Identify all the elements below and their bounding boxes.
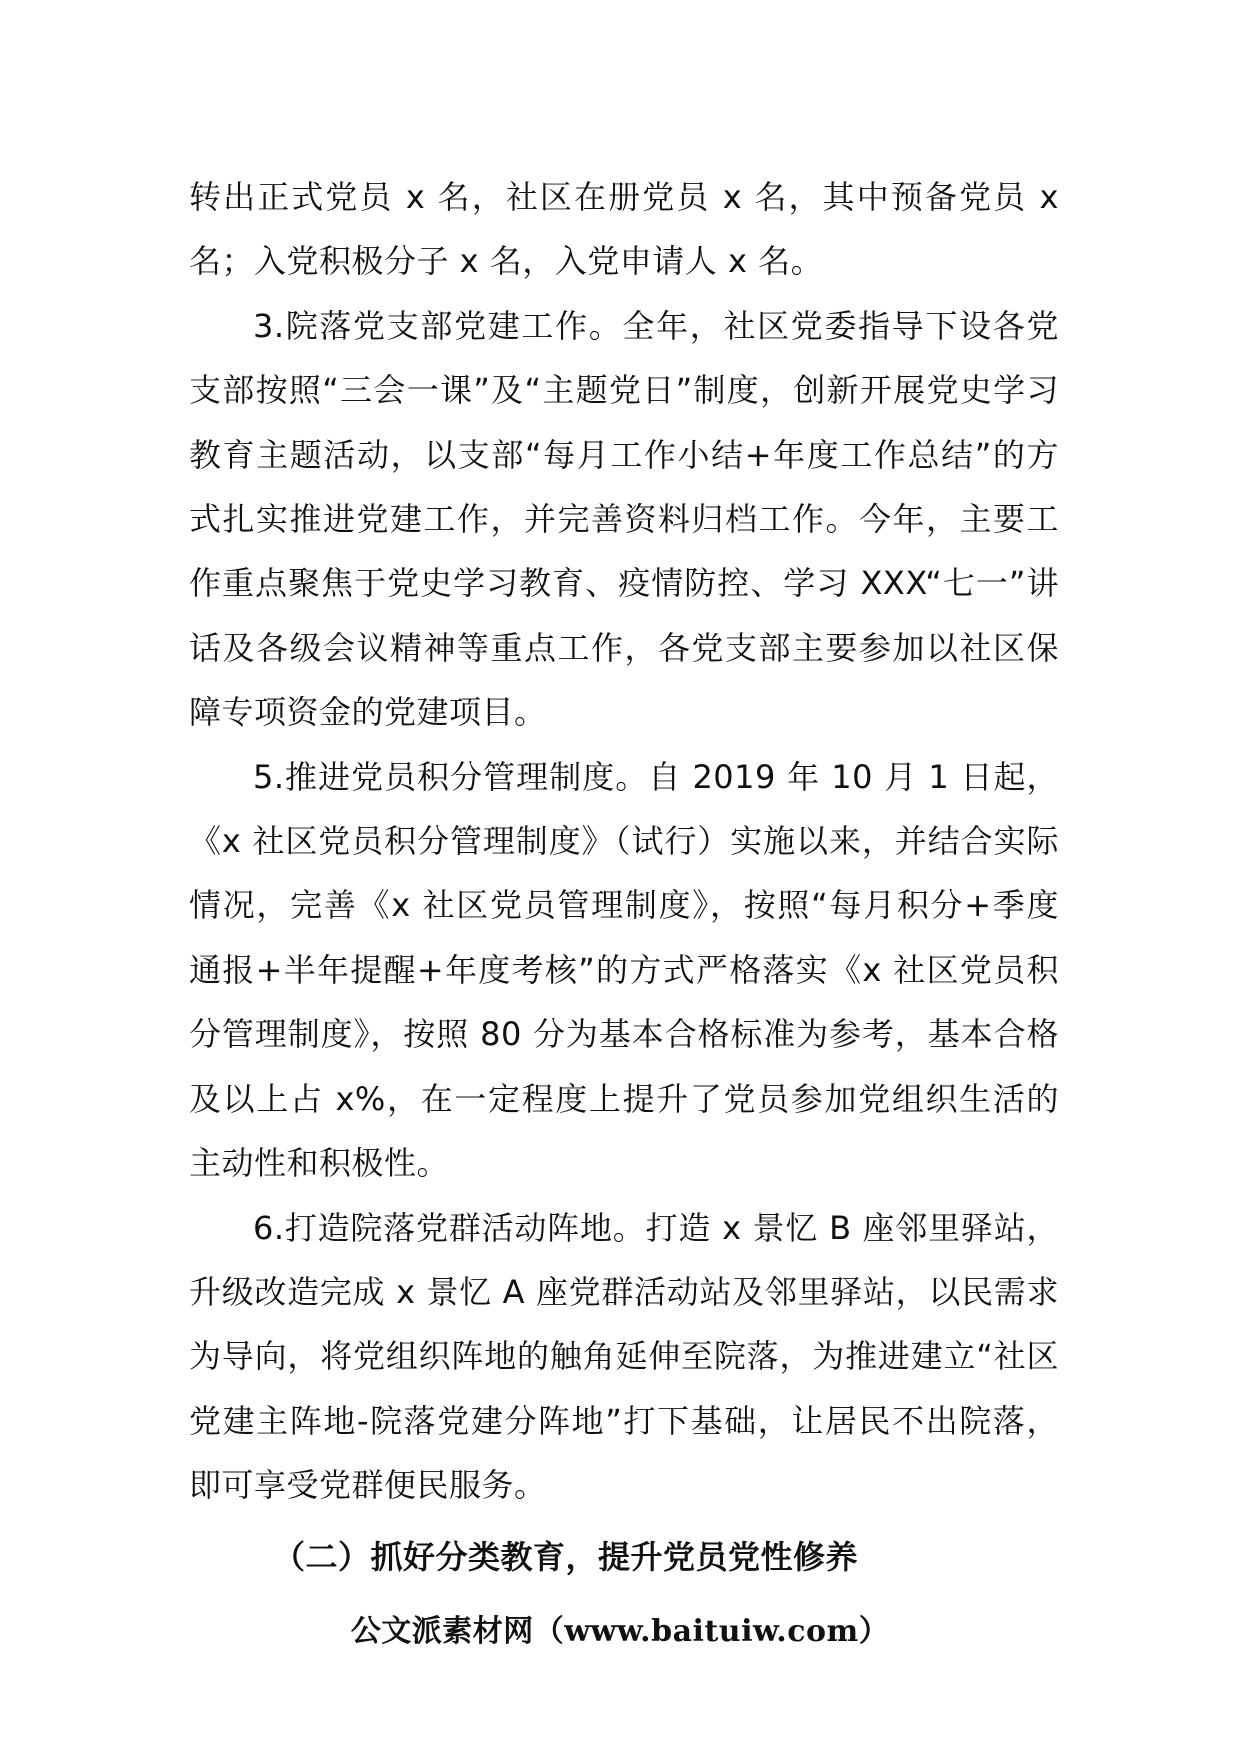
section-heading: （二）抓好分类教育，提升党员党性修养 xyxy=(273,1537,859,1576)
paragraph-branch-party-building: 3.院落党支部党建工作。全年，社区党委指导下设各党支部按照“三会一课”及“主题党日”制度，创新开展党史学习教育主题活动，以支部“每月工作小结+年度工作总结”的方式扎实推进党建工作，并完善资料归档工作。今年，主要工作重点聚焦于党史学习教育、疫情防控、学习 XXX“七一”讲话及各级会议精神等重点工作，各党支部主要参加以社区保障专项资金的党建项目。 xyxy=(189,306,1059,732)
footer-watermark: 公文派素材网（www.baituiw.com） xyxy=(350,1614,890,1649)
paragraph-points-management: 5.推进党员积分管理制度。自 2019 年 10 月 1 日起，《x 社区党员积分管理制度》（试行）实施以来，并结合实际情况，完善《x 社区党员管理制度》，按照“每月积分+季度通报+半年提醒+年度考核”的方式严格落实《x 社区党员积分管理制度》，按照 80 分为基本合格标准为参考，基本合格及以上占 x%，在一定程度上提升了党员参加党组织生活的主动性和积极性。 xyxy=(189,757,1059,1183)
paragraph-activity-venue: 6.打造院落党群活动阵地。打造 x 景忆 B 座邻里驿站，升级改造完成 x 景忆 A 座党群活动站及邻里驿站，以民需求为导向，将党组织阵地的触角延伸至院落，为推进建立“社区党建主阵地-院落党建分阵地”打下基础，让居民不出院落，即可享受党群便民服务。 xyxy=(189,1208,1059,1505)
paragraph-party-member-counts: 转出正式党员 x 名，社区在册党员 x 名，其中预备党员 x 名；入党积极分子 x 名，入党申请人 x 名。 xyxy=(189,178,1059,281)
document-body xyxy=(189,165,1059,1596)
